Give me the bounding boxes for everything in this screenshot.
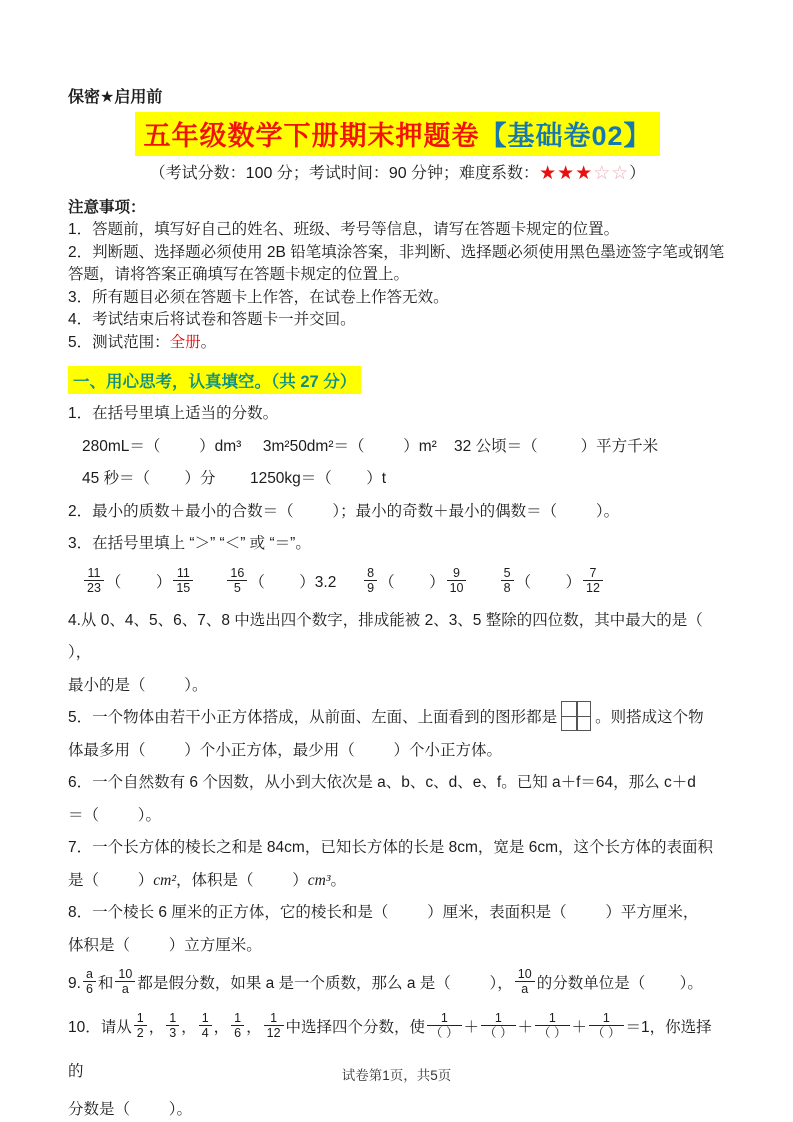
notes-section <box>68 196 727 354</box>
text-run: 是（ ） <box>68 871 154 889</box>
fraction: $\frac{1}{4}$ <box>199 1011 212 1041</box>
question-1-line-2 <box>68 431 727 464</box>
fraction: $\frac{8}{9}$ <box>364 566 377 596</box>
notes-list <box>68 219 727 354</box>
note-4 <box>68 309 727 332</box>
fraction: $\frac{1}{3}$ <box>166 1011 179 1041</box>
title-highlight <box>135 112 659 156</box>
fraction: $\frac{16}{5}$ <box>227 566 247 596</box>
question-1-line-1 <box>68 398 727 431</box>
text-run: 全册 <box>169 333 201 351</box>
star-filled-icon: ★ <box>557 163 576 184</box>
text-run: 2．判断题、选择题必须使用 2B 铅笔填涂答案，非判断、选择题必须使用黑色墨迹签字笔或钢笔答题，请将答案正确填写在答题卡规定的位置上。 <box>68 243 725 283</box>
exam-meta-pre: （考试分数：100 分；考试时间：90 分钟；难度系数： <box>149 165 540 182</box>
text-run: ＋ <box>517 1019 534 1036</box>
text-run: 1．答题前，填写好自己的姓名、班级、考号等信息，请写在答题卡规定的位置。 <box>68 221 620 238</box>
page-footer: 试卷第1页，共5页 <box>341 1068 452 1083</box>
question-7-line-2 <box>68 865 727 898</box>
question-3-line-1 <box>68 528 727 561</box>
text-run: ＝（ ）。 <box>68 806 162 824</box>
text-run: 9. <box>68 975 81 992</box>
question-10-line-2 <box>68 1094 727 1122</box>
difficulty-stars <box>539 163 629 184</box>
text-run: 。 <box>330 871 347 889</box>
text-run: 6．一个自然数有 6 个因数，从小到大依次是 a、b、c、d、e、f。已知 a＋f＝64，那么 c＋d <box>68 774 696 791</box>
fraction: $\frac{1}{( )}$ <box>535 1011 569 1041</box>
text-run: 中选择四个分数，使 <box>285 1019 426 1036</box>
text-run: （ ） <box>105 573 172 591</box>
exam-title <box>68 112 727 156</box>
notes-heading: 注意事项： <box>68 199 146 216</box>
fraction: $\frac{10}{a}$ <box>515 967 535 997</box>
text-run: 4.从 0、4、5、6、7、8 中选出四个数字，排成能被 2、3、5 整除的四位数，其中最大的是（ ）， <box>68 611 742 661</box>
grid-2x2-icon <box>561 701 591 731</box>
text-run: 2．最小的质数＋最小的合数＝（ ）；最小的奇数＋最小的偶数＝（ ）。 <box>68 502 620 520</box>
text-run: （ ） <box>515 573 582 591</box>
security-notice: 保密★启用前 <box>68 89 163 106</box>
question-8-line-1 <box>68 897 727 930</box>
question-list <box>68 398 742 1122</box>
text-run: 体最多用（ ）个小正方体，最少用（ ）个小正方体。 <box>68 741 503 759</box>
text-run: ， <box>148 1019 165 1036</box>
fraction: $\frac{5}{8}$ <box>501 566 514 596</box>
title-bracket-text: 【基础卷02】 <box>479 121 652 151</box>
note-5 <box>68 332 727 355</box>
text-run: 都是假分数，如果 a 是一个质数，那么 a 是（ ）， <box>137 975 513 992</box>
question-4-line-1 <box>68 605 742 670</box>
text-run: 。则搭成这个物 <box>595 709 704 726</box>
star-filled-icon: ★ <box>575 163 594 184</box>
text-run: 和 <box>97 975 114 992</box>
question-5-line-1 <box>68 702 727 735</box>
text-run: ＋ <box>463 1019 480 1036</box>
question-6-line-2 <box>68 800 727 833</box>
fraction: $\frac{11}{15}$ <box>173 566 193 596</box>
text-run: 3．在括号里填上 “＞” “＜” 或 “＝”。 <box>68 535 311 552</box>
title-main-text: 五年级数学下册期末押题卷 <box>143 121 480 151</box>
text-run: （ ）3.2 <box>249 573 363 591</box>
text-run: ， <box>213 1019 230 1036</box>
question-7-line-1 <box>68 832 727 865</box>
text-run: ， <box>181 1019 197 1036</box>
section-1-heading: 一、用心思考，认真填空。（共 27 分） <box>68 366 361 394</box>
question-5-line-2 <box>68 735 727 768</box>
fraction: $\frac{7}{12}$ <box>583 566 603 596</box>
fraction: $\frac{1}{12}$ <box>264 1011 284 1041</box>
text-run: 体积是（ ）立方厘米。 <box>68 936 262 954</box>
text-run: cm² <box>153 871 176 889</box>
text-run <box>468 574 498 591</box>
text-run: 10．请从 <box>68 1019 132 1036</box>
question-4-line-2 <box>68 670 727 703</box>
fraction: $\frac{1}{2}$ <box>134 1011 147 1041</box>
question-1-line-3 <box>68 463 727 496</box>
note-3 <box>68 287 727 310</box>
note-1 <box>68 219 727 242</box>
fraction: $\frac{1}{( )}$ <box>427 1011 461 1041</box>
question-3-line-2 <box>68 561 727 605</box>
text-run <box>195 574 225 591</box>
text-run: ＝1，你选择的 <box>68 1019 712 1080</box>
section-1-heading-wrap <box>68 354 727 398</box>
text-run: 的分数单位是（ ）。 <box>536 975 703 992</box>
star-empty-icon: ☆ <box>611 163 630 184</box>
text-run: 。 <box>200 333 217 351</box>
fraction: $\frac{11}{23}$ <box>84 566 104 596</box>
star-filled-icon: ★ <box>539 163 558 184</box>
text-run: 1．在括号里填上适当的分数。 <box>68 405 279 422</box>
text-run: 3．所有题目必须在答题卡上作答，在试卷上作答无效。 <box>68 288 449 306</box>
text-run: ，体积是（ ） <box>176 871 308 889</box>
question-2 <box>68 496 727 529</box>
text-run: 7．一个长方体的棱长之和是 84cm，已知长方体的长是 8cm，宽是 6cm，这个长方体的表面积 <box>68 839 714 856</box>
text-run: ， <box>246 1019 262 1036</box>
text-run: cm³ <box>307 871 331 889</box>
note-2 <box>68 242 727 287</box>
fraction: $\frac{10}{a}$ <box>115 967 135 997</box>
fraction: $\frac{a}{6}$ <box>83 967 96 997</box>
text-run: ＋ <box>571 1019 588 1036</box>
text-run: 8．一个棱长 6 厘米的正方体，它的棱长和是（ ）厘米，表面积是（ ）平方厘米， <box>68 904 699 921</box>
question-9 <box>68 962 727 1006</box>
question-8-line-2 <box>68 930 727 963</box>
fraction: $\frac{1}{6}$ <box>231 1011 244 1041</box>
text-run: 4．考试结束后将试卷和答题卡一并交回。 <box>68 311 356 328</box>
text-run: 最小的是（ ）。 <box>68 676 208 694</box>
fraction: $\frac{1}{( )}$ <box>589 1011 623 1041</box>
fraction: $\frac{9}{10}$ <box>447 566 467 596</box>
question-6-line-1 <box>68 767 727 800</box>
text-run: 5．测试范围： <box>68 333 170 351</box>
text-run: （ ） <box>379 573 445 591</box>
text-run: 45 秒＝（ ）分 1250kg＝（ ）t <box>82 470 387 487</box>
exam-meta-post: ） <box>629 165 646 182</box>
exam-meta-line <box>68 162 727 186</box>
text-run: 分数是（ ）。 <box>68 1101 193 1118</box>
text-run: 5．一个物体由若干小正方体搭成，从前面、左面、上面看到的图形都是 <box>68 709 558 726</box>
star-empty-icon: ☆ <box>593 163 612 184</box>
text-run: 280mL＝（ ）dm³ 3m²50dm²＝（ ）m² 32 公顷＝（ ）平方千米 <box>82 437 659 455</box>
fraction: $\frac{1}{( )}$ <box>481 1011 515 1041</box>
